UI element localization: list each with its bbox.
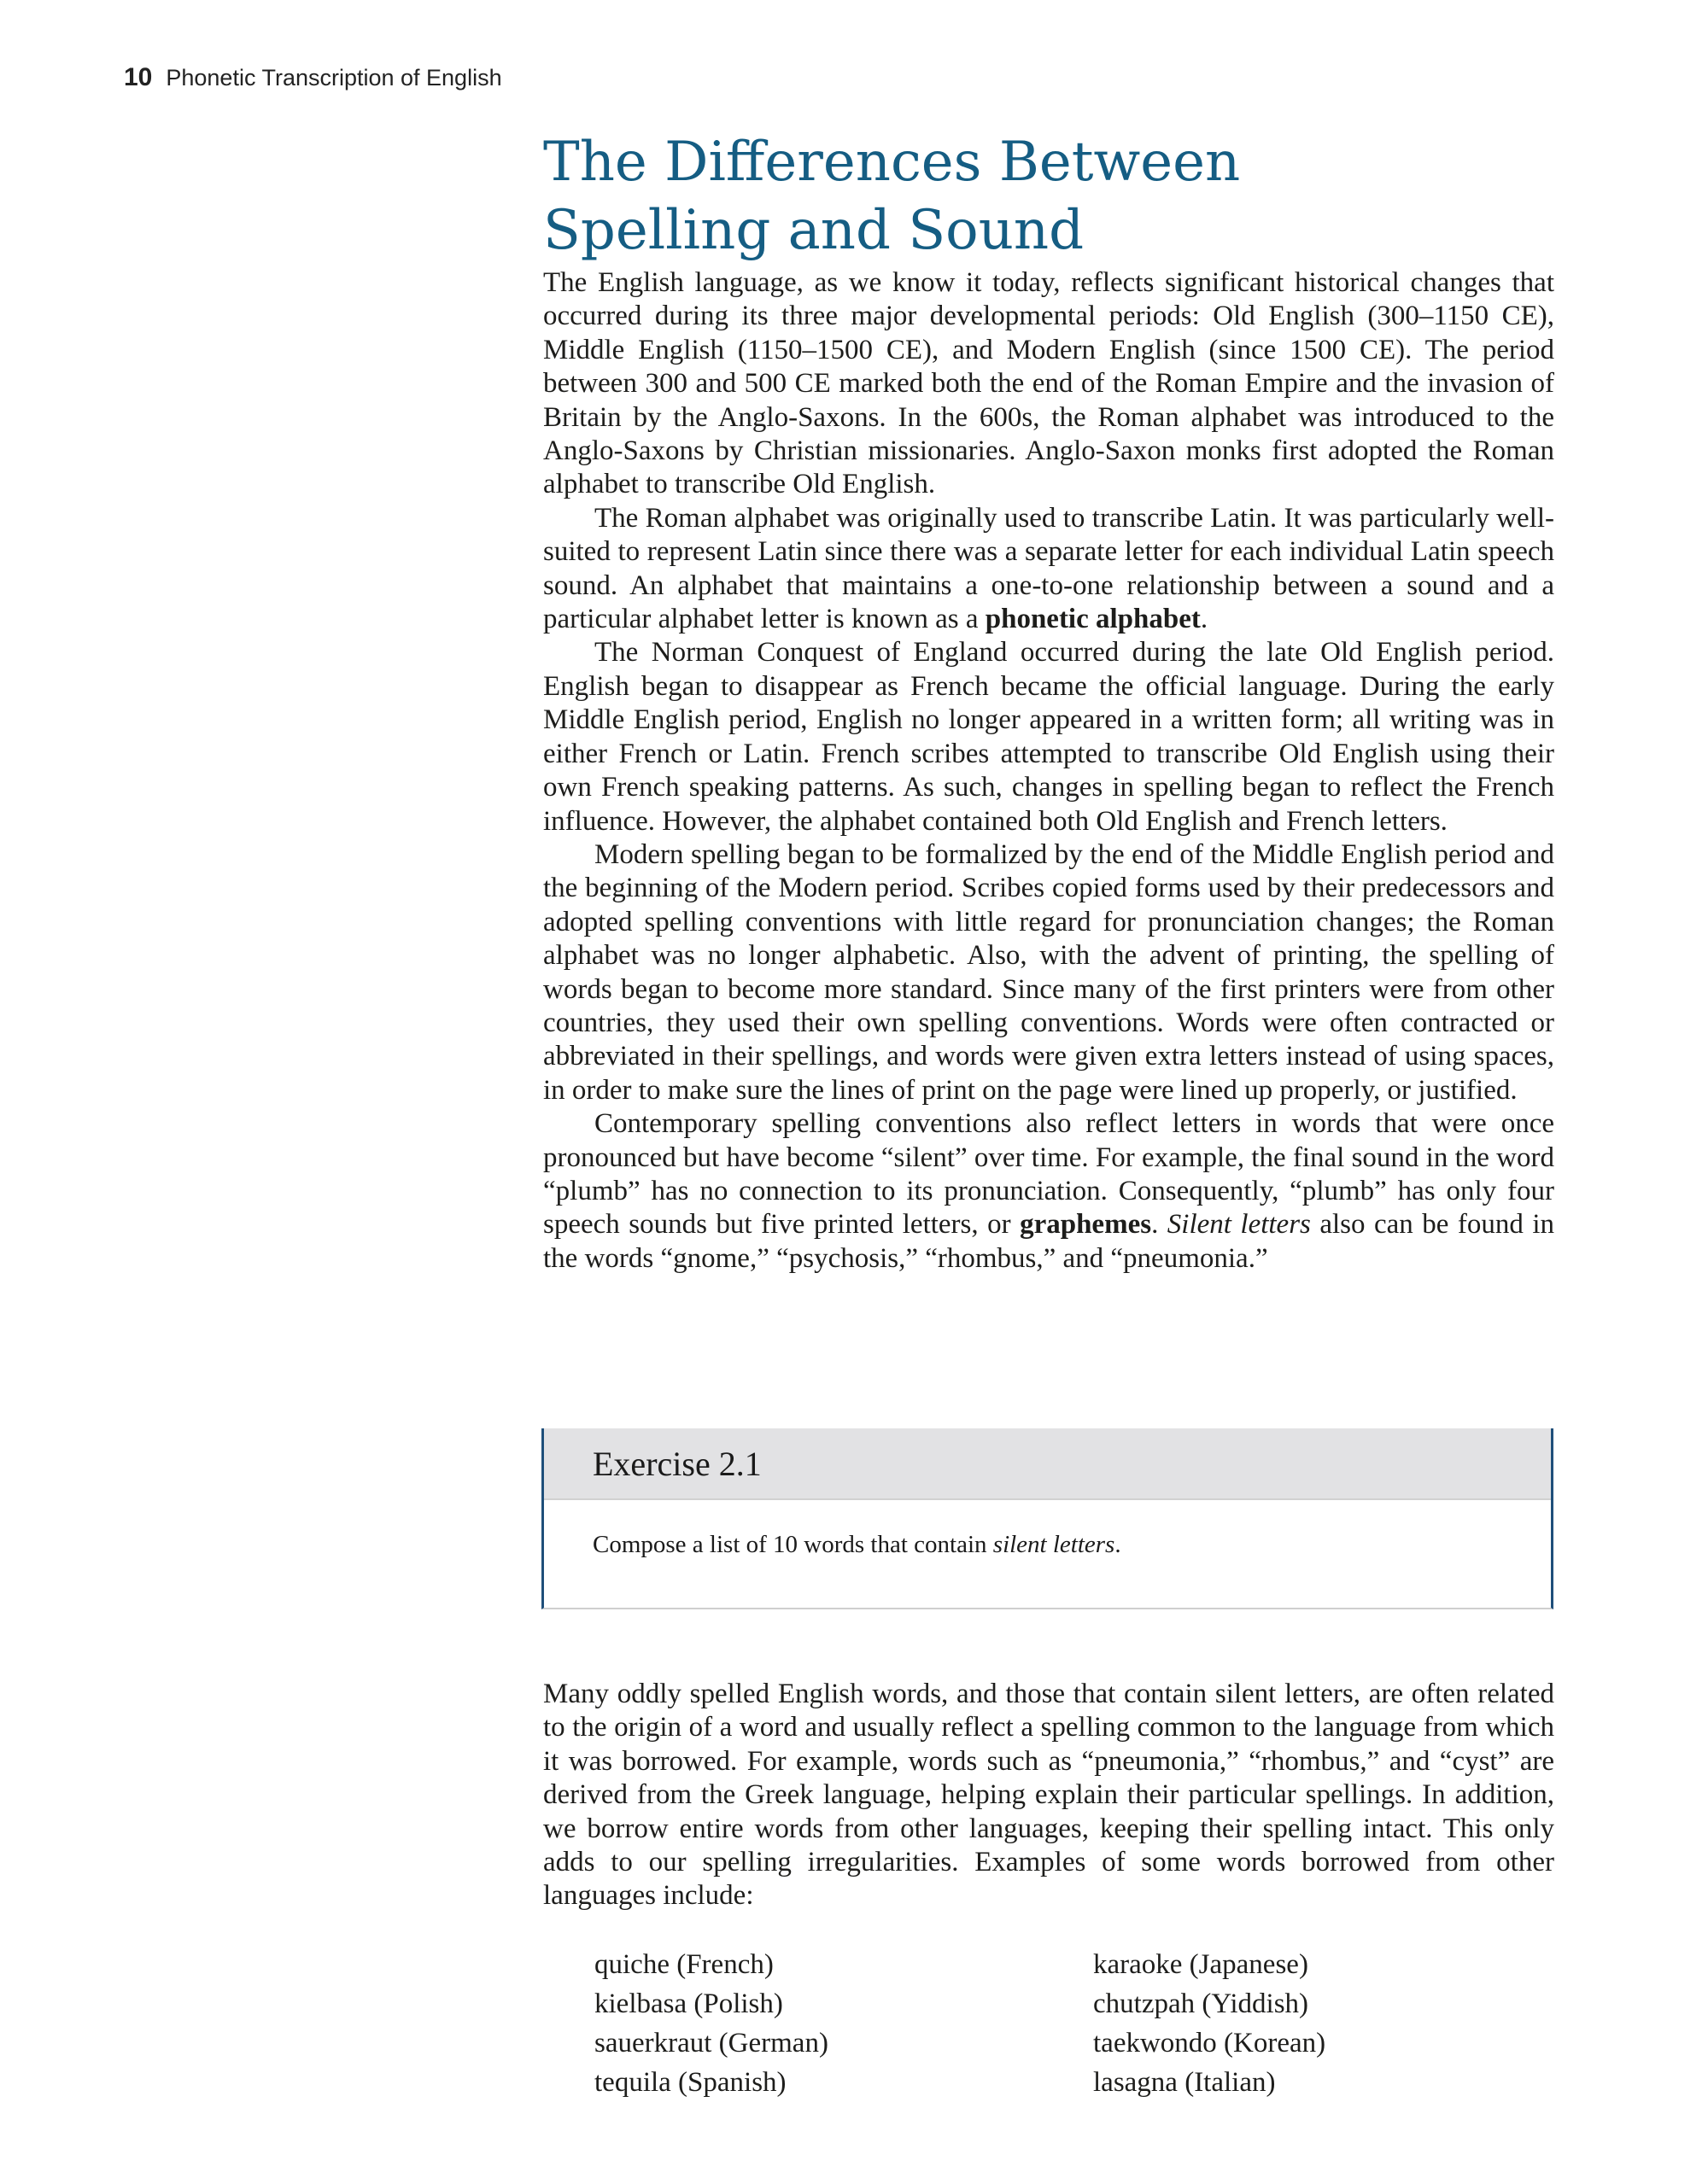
section-title: The Differences Between Spelling and Sound [543, 131, 1241, 262]
paragraph-2-text: The Roman alphabet was originally used to transcribe Latin. It was particularly well-suited to represent Latin since there was a separate letter for each individual Latin speech sound. An alphabet that maintains a one-to-one relationship between a sound and a particular alphabet letter is known as a [543, 502, 1554, 635]
term-phonetic-alphabet: phonetic alphabet [985, 604, 1201, 635]
page-number: 10 [124, 63, 153, 91]
list-item: lasagna (Italian) [1093, 2067, 1276, 2098]
list-item: quiche (French) [594, 1949, 774, 1980]
paragraph-4: Modern spelling began to be formalized by the end of the Middle English period and the beginning of the Modern period. Scribes copied forms used by their predecessors and adopted spelling conventions with little regard for pronunciation changes; the Roman alphabet was no longer alphabetic. Also, with the advent of printing, the spelling of words began to become more standard. Since many of the first printers were from other countries, they used their own spelling conventions. Words were often contracted or abbreviated in their spellings, and words were given extra letters instead of using spaces, in order to make sure the lines of print on the page were lined up properly, or justified. [543, 838, 1554, 1106]
exercise-heading: Exercise 2.1 [544, 1428, 1551, 1500]
exercise-text: Compose a list of 10 words that contain [593, 1531, 993, 1558]
list-item: sauerkraut (German) [594, 2028, 828, 2058]
list-item: karaoke (Japanese) [1093, 1949, 1308, 1980]
paragraph-2 [543, 502, 1554, 637]
exercise-text-end: . [1114, 1531, 1121, 1558]
borrowed-words-list [594, 1947, 1448, 2100]
paragraph-5-end: also can be found in the words “gnome,” “psychosis,” “rhombus,” and “pneumonia.” [543, 1209, 1554, 1274]
paragraph-1: The English language, as we know it today, reflects significant historical changes that occurred during its three major developmental periods: Old English (300–1150 CE), Middle English (1150–1500 CE), and Modern English (since 1500 CE). The period between 300 and 500 CE marked both the end of the Roman Empire and the invasion of Britain by the Anglo-Saxons. In the 600s, the Roman alphabet was introduced to the Anglo-Saxons by Christian missionaries. Anglo-Saxon monks first adopted the Roman alphabet to transcribe Old English. [543, 267, 1554, 500]
paragraph-5-text: Contemporary spelling conventions also reflect letters in words that were once pronounced but have become “silent” over time. For example, the final sound in the word “plumb” has no connection to its pronunciation. Consequently, “plumb” has only four speech sounds but five printed letters, or [543, 1108, 1554, 1241]
paragraph-3: The Norman Conquest of England occurred during the late Old English period. English began to disappear as French became the official language. During the early Middle English period, English no longer appeared in a written form; all writing was in either French or Latin. French scribes attempted to transcribe Old English using their own French speaking patterns. As such, changes in spelling began to reflect the French influence. However, the alphabet contained both Old English and French letters. [543, 637, 1554, 837]
running-title: Phonetic Transcription of English [166, 65, 502, 91]
list-item: taekwondo (Korean) [1093, 2028, 1326, 2058]
exercise-instruction [544, 1500, 1551, 1559]
paragraph-6: Many oddly spelled English words, and those that contain silent letters, are often related to the origin of a word and usually reflect a spelling common to the language from which it was borrowed. For example, words such as “pneumonia,” “rhombus,” and “cyst” are derived from the Greek language, helping explain their particular spellings. In addition, we borrow entire words from other languages, keeping their spelling intact. This only adds to our spelling irregularities. Examples of some words borrowed from other languages include: [543, 1679, 1554, 1912]
body-text-continued [543, 1678, 1554, 1913]
list-item: chutzpah (Yiddish) [1093, 1988, 1309, 2019]
exercise-italic-term: silent letters [992, 1531, 1115, 1558]
exercise-box [541, 1428, 1553, 1609]
paragraph-5 [543, 1107, 1554, 1276]
list-item: tequila (Spanish) [594, 2067, 787, 2098]
paragraph-2-end: . [1200, 604, 1208, 635]
list-item: kielbasa (Polish) [594, 1988, 783, 2019]
term-graphemes: graphemes [1020, 1209, 1152, 1241]
term-silent-letters: Silent letters [1167, 1209, 1311, 1241]
running-head [124, 63, 502, 97]
body-text [543, 266, 1554, 1276]
paragraph-5-sep: . [1151, 1209, 1167, 1241]
